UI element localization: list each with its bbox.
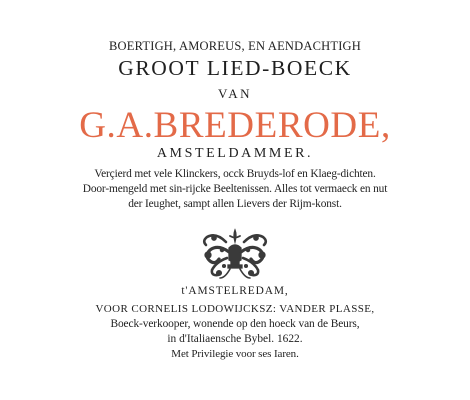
author-city: AMSTELDAMMER. <box>156 146 314 161</box>
description-line-2: Door-mengeld met sin-rijcke Beeltenissen. Alles tot vermaeck en nut <box>82 183 388 195</box>
imprint-publisher: VOOR CORNELIS LODOWIJCKSZ: VANDER PLASSE, <box>95 303 375 315</box>
description-line-3: der Ieughet, sampt allen Lievers der Rijm-konst. <box>128 198 342 210</box>
author-preposition: VAN <box>218 86 252 101</box>
imprint-place: t'AMSTELREDAM, <box>181 285 289 297</box>
book-subtitle: BOERTIGH, AMOREUS, EN AENDACHTIGH <box>108 39 362 53</box>
author-name: G.A.BREDERODE, <box>79 105 391 146</box>
book-title: GROOT LIED-BOECK <box>118 56 352 80</box>
printer-device-ornament-icon <box>200 228 270 280</box>
imprint-address: Boeck-verkooper, wonende op den hoeck van de Beurs, <box>110 318 360 330</box>
imprint-sign-and-year: in d'Italiaensche Bybel. 1622. <box>167 333 303 345</box>
description-line-1: Verçierd met vele Klinckers, occk Bruyds-lof en Klaeg-dichten. <box>94 168 376 180</box>
imprint-privilege: Met Privilegie voor ses Iaren. <box>171 348 299 360</box>
